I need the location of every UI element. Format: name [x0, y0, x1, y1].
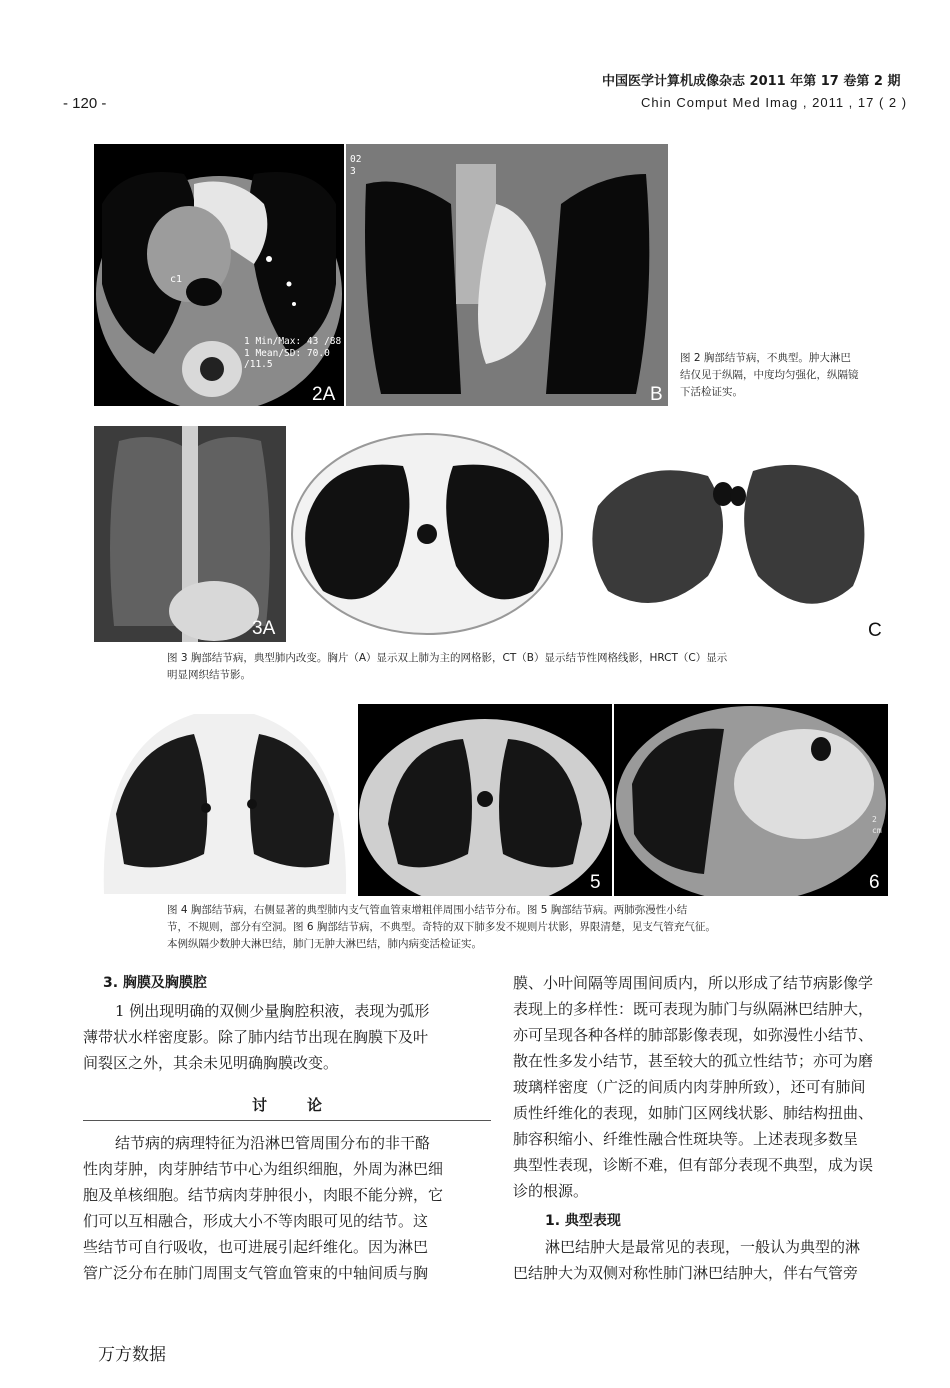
text-line: 巴结肿大为双侧对称性肺门淋巴结肿大，伴右气管旁	[513, 1264, 859, 1282]
ct-measurement-mean: 1 Mean/SD: 70.0 /11.5	[244, 348, 330, 370]
caption-line: 本例纵隔少数肿大淋巴结，肺门无肿大淋巴结，肺内病变活检证实。	[167, 938, 482, 950]
text-line: 质性纤维化的表现，如肺门区网线状影、肺结构扭曲、	[513, 1104, 874, 1122]
text-line: 性肉芽肿，肉芽肿结节中心为组织细胞，外周为淋巴细	[83, 1160, 444, 1178]
text-line: 淋巴结肿大是最常见的表现，一般认为典型的淋	[545, 1238, 861, 1256]
figure-3a-chest-radiograph	[94, 426, 286, 642]
figure-label-6: 6	[869, 872, 880, 893]
figure-label-2a: 2A	[312, 384, 336, 405]
text-line: 间裂区之外，其余未见明确胸膜改变。	[83, 1054, 339, 1072]
text-line: 散在性多发小结节，甚至较大的孤立性结节；亦可为磨	[513, 1052, 874, 1070]
text-line: 膜、小叶间隔等周围间质内，所以形成了结节病影像学	[513, 974, 874, 992]
figure-label-5: 5	[590, 872, 601, 893]
corner-text-1: 02	[350, 154, 362, 165]
text-line: 玻璃样密度（广泛的间质内肉芽肿所致），还可有肺间	[513, 1078, 866, 1096]
text-line: 胞及单核细胞。结节病肉芽肿很小，肉眼不能分辨，它	[83, 1186, 444, 1204]
figure-label-2b: B	[650, 384, 663, 405]
text-line: 诊的根源。	[513, 1182, 589, 1200]
text-line: 结节病的病理特征为沿淋巴管周围分布的非干酪	[115, 1134, 431, 1152]
caption-line: 图 2 胸部结节病，不典型。肿大淋巴	[680, 352, 851, 364]
subsection-1-title: 1. 典型表现	[545, 1213, 621, 1229]
text-line: 些结节可自行吸收，也可进展引起纤维化。因为淋巴	[83, 1238, 429, 1256]
footer-source: 万方数据	[98, 1345, 166, 1365]
caption-line: 下活检证实。	[680, 386, 743, 398]
caption-line: 节，不规则，部分有空洞。图 6 胸部结节病，不典型。奇特的双下肺多发不规则片状影，界限清楚，见支气管充气征。	[167, 921, 716, 933]
text-line: 典型性表现，诊断不难，但有部分表现不典型，成为误	[513, 1156, 874, 1174]
journal-title-cn: 中国医学计算机成像杂志 2011 年第 17 卷第 2 期	[602, 74, 901, 89]
figure-4-ct-image	[94, 704, 356, 896]
figure-3c-hrct-image	[568, 426, 888, 642]
text-line: 们可以互相融合，形成大小不等肉眼可见的结节。这	[83, 1212, 429, 1230]
page-number: - 120 -	[63, 95, 107, 112]
ct-measurement-minmax: 1 Min/Max: 43 /88	[244, 336, 342, 347]
discussion-heading: 讨论	[251, 1096, 362, 1114]
roi-mark: c1	[170, 274, 183, 285]
section-3-title: 3. 胸膜及胸膜腔	[103, 975, 207, 991]
figure-3-caption	[167, 650, 887, 684]
figure-label-3a: 3A	[252, 618, 276, 639]
caption-line: 明显网织结节影。	[167, 669, 251, 681]
text-line: 薄带状水样密度影。除了肺内结节出现在胸膜下及叶	[83, 1028, 429, 1046]
figure-label-3b: B	[543, 618, 556, 639]
figure-3b-ct-image	[288, 426, 566, 642]
figure-4-6-caption	[167, 902, 897, 953]
text-line: 管广泛分布在肺门周围支气管血管束的中轴间质与胸	[83, 1264, 429, 1282]
figure-2b-ct-coronal	[346, 144, 668, 406]
scale-mark: 2 cm	[872, 815, 882, 835]
discussion-rule	[83, 1120, 491, 1121]
text-line: 1 例出现明确的双侧少量胸腔积液，表现为弧形	[115, 1002, 430, 1020]
caption-line: 图 3 胸部结节病，典型肺内改变。胸片（A）显示双上肺为主的网格影，CT（B）显示结节性网格线影，HRCT（C）显示	[167, 652, 728, 664]
corner-text-2: 3	[350, 166, 356, 177]
right-column	[513, 970, 921, 1286]
left-column	[83, 970, 491, 1286]
text-line: 亦可呈现各种各样的肺部影像表现，如弥漫性小结节、	[513, 1026, 874, 1044]
figure-label-3c: C	[868, 620, 882, 641]
caption-line: 结仅见于纵隔，中度均匀强化，纵隔镜	[680, 369, 859, 381]
figure-6-ct-image	[614, 704, 888, 896]
text-line: 肺容积缩小、纤维性融合性斑块等。上述表现多数呈	[513, 1130, 859, 1148]
figure-5-ct-image	[358, 704, 612, 896]
text-line: 表现上的多样性：既可表现为肺门与纵隔淋巴结肿大，	[513, 1000, 874, 1018]
journal-title-en: Chin Comput Med Imag , 2011 , 17 ( 2 )	[641, 95, 908, 110]
caption-line: 图 4 胸部结节病，右侧显著的典型肺内支气管血管束增粗伴周围小结节分布。图 5 胸部结节病。两肺弥漫性小结	[167, 904, 688, 916]
figure-2a-ct-image	[94, 144, 344, 406]
figure-2-caption	[680, 350, 920, 401]
